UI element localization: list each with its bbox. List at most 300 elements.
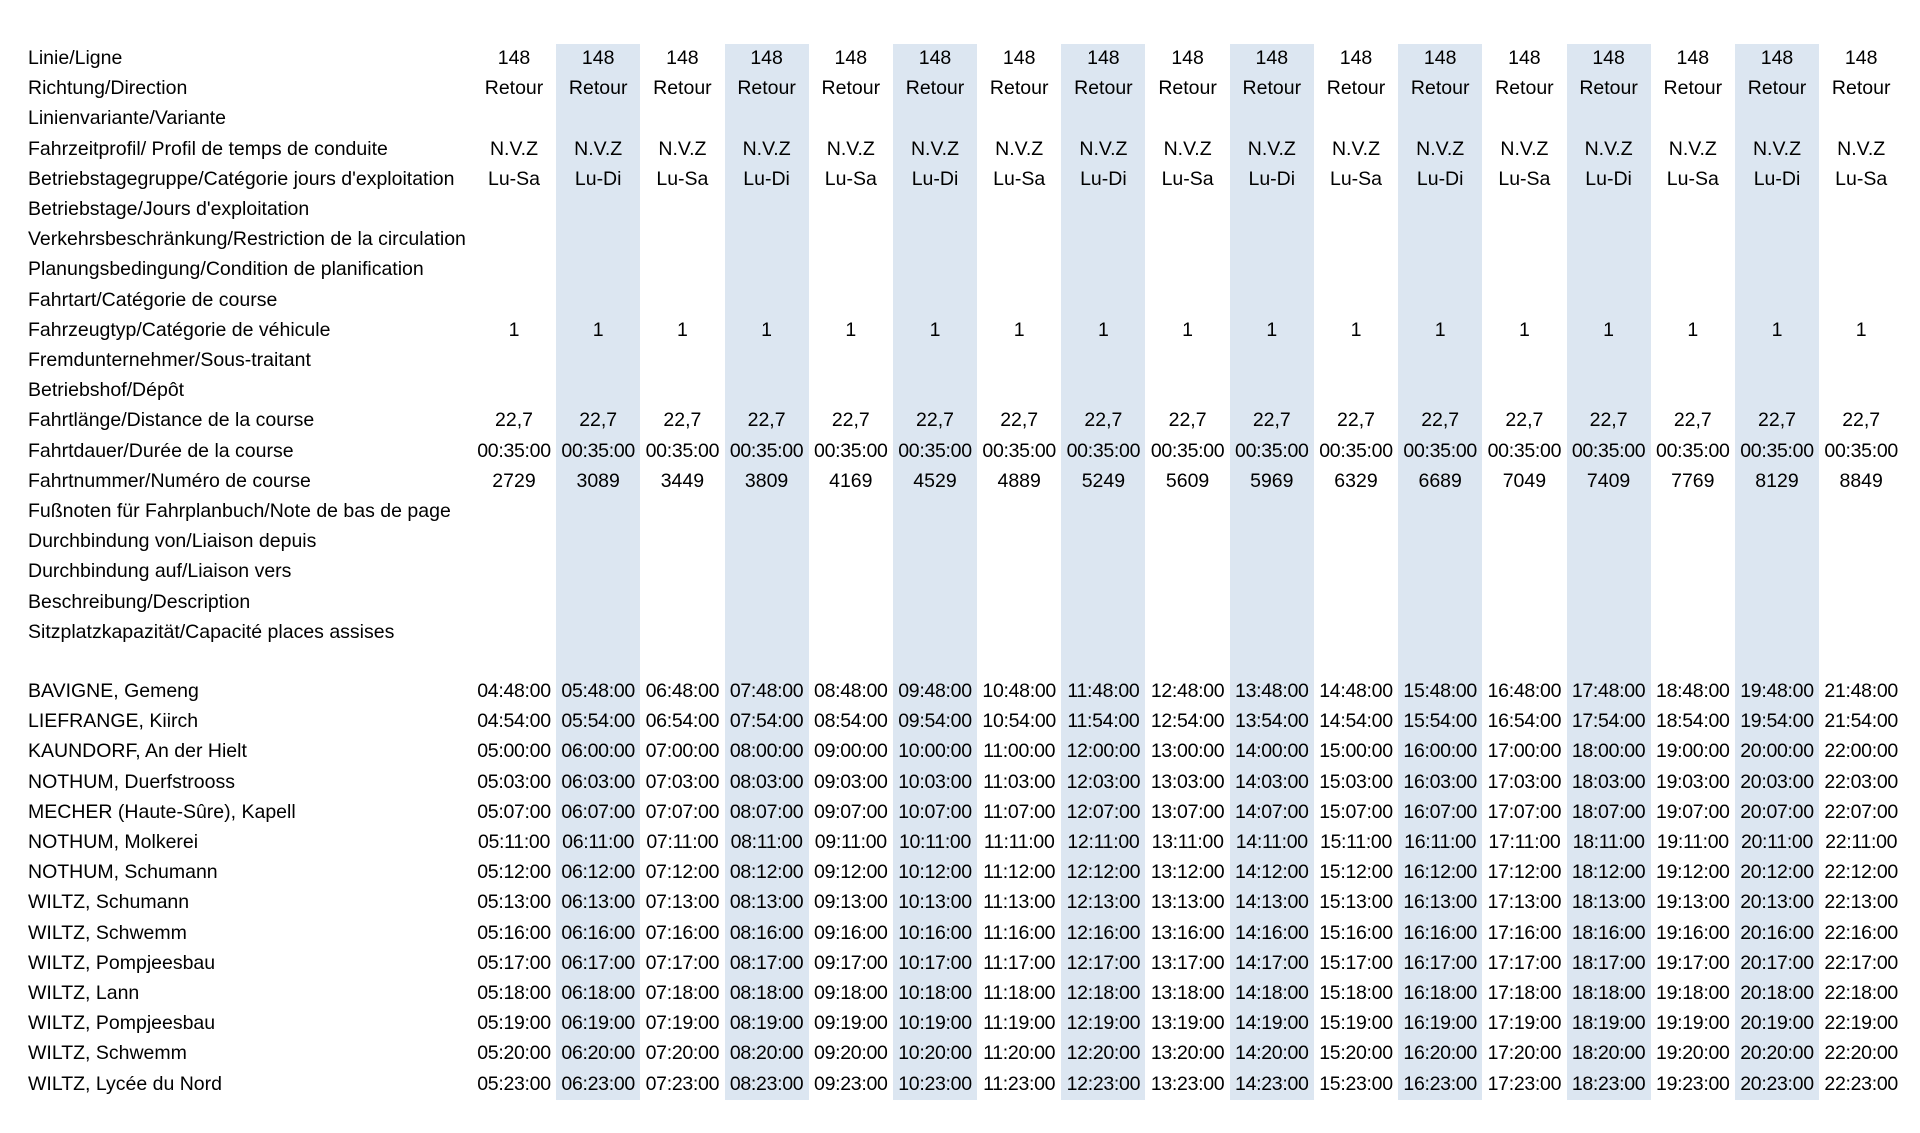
- departure-time: 10:16:00: [898, 921, 972, 944]
- departure-time: 08:07:00: [729, 800, 804, 823]
- trip-duration: 00:35:00: [477, 439, 551, 462]
- departure-time: 16:11:00: [1404, 831, 1477, 853]
- departure-time: 06:19:00: [561, 1012, 635, 1035]
- departure-time: 22:13:00: [1824, 891, 1898, 914]
- departure-time: 06:12:00: [561, 861, 635, 884]
- departure-time: 19:19:00: [1656, 1012, 1730, 1035]
- departure-time: 19:16:00: [1656, 921, 1730, 944]
- departure-time: 11:23:00: [983, 1072, 1056, 1095]
- timing-profile: N.V.Z: [1416, 137, 1465, 160]
- departure-time: 15:48:00: [1403, 680, 1477, 702]
- departure-time: 18:54:00: [1656, 710, 1730, 733]
- trip-number: 2729: [492, 469, 536, 492]
- departure-time: 22:17:00: [1824, 951, 1898, 974]
- departure-time: 16:03:00: [1403, 770, 1477, 793]
- trip-duration: 00:35:00: [898, 439, 972, 462]
- timing-profile: N.V.Z: [826, 137, 875, 160]
- departure-time: 08:12:00: [729, 861, 804, 884]
- departure-time: 11:00:00: [983, 740, 1056, 763]
- departure-time: 17:23:00: [1487, 1072, 1562, 1095]
- trip-distance: 22,7: [1252, 409, 1291, 432]
- departure-time: 22:20:00: [1824, 1042, 1898, 1065]
- departure-time: 17:12:00: [1487, 861, 1562, 884]
- stop-name: NOTHUM, Duerfstrooss: [28, 770, 235, 793]
- day-group: Lu-Sa: [1498, 167, 1551, 190]
- departure-time: 06:03:00: [561, 770, 635, 793]
- departure-time: 07:54:00: [729, 710, 804, 733]
- departure-time: 14:19:00: [1235, 1012, 1309, 1035]
- departure-time: 09:54:00: [898, 710, 972, 733]
- departure-time: 08:23:00: [729, 1072, 804, 1095]
- departure-time: 16:07:00: [1403, 800, 1477, 823]
- departure-time: 10:07:00: [898, 800, 972, 823]
- departure-time: 16:20:00: [1403, 1042, 1477, 1065]
- departure-time: 17:54:00: [1571, 710, 1646, 733]
- departure-time: 05:13:00: [477, 891, 551, 914]
- departure-time: 14:48:00: [1319, 680, 1393, 702]
- header-row-label: Durchbindung von/Liaison depuis: [28, 530, 317, 553]
- departure-time: 22:11:00: [1825, 831, 1898, 853]
- departure-time: 12:13:00: [1066, 891, 1141, 914]
- departure-time: 12:12:00: [1066, 861, 1141, 884]
- trip-duration: 00:35:00: [729, 439, 804, 462]
- departure-time: 10:11:00: [898, 831, 972, 853]
- direction: Retour: [905, 77, 965, 100]
- stop-name: WILTZ, Pompjeesbau: [28, 951, 216, 974]
- departure-time: 04:54:00: [477, 710, 551, 733]
- departure-time: 05:00:00: [477, 740, 551, 763]
- departure-time: 19:12:00: [1656, 861, 1730, 884]
- departure-time: 15:11:00: [1319, 831, 1393, 853]
- departure-time: 17:00:00: [1487, 740, 1562, 763]
- departure-time: 15:54:00: [1403, 710, 1477, 733]
- trip-number: 8129: [1755, 469, 1799, 492]
- trip-number: 3449: [660, 469, 705, 492]
- trip-duration: 00:35:00: [1150, 439, 1225, 462]
- day-group: Lu-Di: [1585, 167, 1632, 190]
- departure-time: 19:13:00: [1656, 891, 1730, 914]
- departure-time: 13:03:00: [1150, 770, 1225, 793]
- departure-time: 19:20:00: [1656, 1042, 1730, 1065]
- departure-time: 08:54:00: [814, 710, 888, 733]
- departure-time: 18:18:00: [1571, 982, 1646, 1004]
- vehicle-type: 1: [1097, 318, 1109, 341]
- departure-time: 16:48:00: [1487, 680, 1562, 702]
- departure-time: 09:13:00: [814, 891, 888, 914]
- departure-time: 06:54:00: [645, 710, 720, 733]
- departure-time: 07:19:00: [645, 1012, 720, 1035]
- header-row-label: Fußnoten für Fahrplanbuch/Note de bas de page: [28, 500, 451, 522]
- vehicle-type: 1: [929, 318, 941, 341]
- departure-time: 19:11:00: [1656, 831, 1729, 853]
- line-number: 148: [666, 47, 699, 69]
- departure-time: 06:20:00: [561, 1042, 635, 1065]
- departure-time: 11:12:00: [983, 861, 1056, 884]
- day-group: Lu-Sa: [1329, 167, 1383, 190]
- vehicle-type: 1: [676, 318, 688, 341]
- departure-time: 09:12:00: [814, 861, 888, 884]
- timing-profile: N.V.Z: [1163, 137, 1212, 160]
- trip-duration: 00:35:00: [645, 439, 720, 462]
- departure-time: 11:18:00: [983, 982, 1056, 1004]
- vehicle-type: 1: [1855, 318, 1867, 341]
- departure-time: 09:03:00: [814, 770, 888, 793]
- trip-distance: 22,7: [747, 409, 786, 432]
- departure-time: 19:18:00: [1656, 982, 1730, 1004]
- departure-time: 15:13:00: [1319, 891, 1393, 914]
- stop-name: WILTZ, Schumann: [28, 891, 190, 914]
- header-row-label: Betriebstage/Jours d'exploitation: [28, 198, 310, 220]
- header-row-label: Beschreibung/Description: [28, 590, 251, 613]
- departure-time: 07:17:00: [645, 951, 720, 974]
- departure-time: 15:00:00: [1319, 740, 1393, 763]
- direction: Retour: [737, 77, 796, 100]
- departure-time: 14:03:00: [1235, 770, 1309, 793]
- departure-time: 09:11:00: [814, 831, 887, 853]
- departure-time: 13:11:00: [1151, 831, 1224, 853]
- departure-time: 09:23:00: [814, 1072, 888, 1095]
- departure-time: 20:12:00: [1740, 861, 1814, 884]
- departure-time: 14:18:00: [1235, 982, 1309, 1004]
- day-group: Lu-Di: [911, 167, 959, 190]
- departure-time: 12:00:00: [1066, 740, 1141, 763]
- departure-time: 22:23:00: [1824, 1072, 1898, 1095]
- trip-duration: 00:35:00: [814, 439, 888, 462]
- departure-time: 06:23:00: [561, 1072, 635, 1095]
- trip-distance: 22,7: [1084, 409, 1123, 432]
- departure-time: 05:18:00: [477, 982, 551, 1004]
- departure-time: 11:16:00: [983, 921, 1056, 944]
- departure-time: 16:54:00: [1487, 710, 1562, 733]
- header-row-label: Durchbindung auf/Liaison vers: [28, 560, 292, 583]
- timing-profile: N.V.Z: [574, 137, 623, 160]
- departure-time: 11:19:00: [983, 1012, 1056, 1035]
- departure-time: 05:16:00: [477, 921, 551, 944]
- direction: Retour: [1495, 77, 1554, 100]
- trip-duration: 00:35:00: [1656, 439, 1730, 462]
- day-group: Lu-Di: [574, 167, 622, 190]
- line-number: 148: [1002, 47, 1036, 69]
- day-group: Lu-Sa: [487, 167, 541, 190]
- stop-name: WILTZ, Lann: [28, 982, 140, 1004]
- departure-time: 09:19:00: [814, 1012, 888, 1035]
- direction: Retour: [653, 77, 712, 100]
- departure-time: 12:19:00: [1066, 1012, 1141, 1035]
- direction: Retour: [568, 77, 628, 100]
- trip-number: 7409: [1586, 469, 1631, 492]
- trip-number: 5969: [1250, 469, 1294, 492]
- header-row-label: Fahrtlänge/Distance de la course: [28, 409, 315, 432]
- departure-time: 06:18:00: [561, 982, 635, 1004]
- line-number: 148: [581, 47, 615, 69]
- departure-time: 14:11:00: [1235, 831, 1308, 853]
- direction: Retour: [484, 77, 544, 100]
- departure-time: 10:12:00: [898, 861, 972, 884]
- direction: Retour: [989, 77, 1049, 100]
- departure-time: 21:54:00: [1824, 710, 1898, 733]
- trip-duration: 00:35:00: [1571, 439, 1646, 462]
- line-number: 148: [918, 47, 952, 69]
- departure-time: 10:23:00: [898, 1072, 972, 1095]
- departure-time: 10:18:00: [898, 982, 972, 1004]
- trip-number: 6689: [1418, 469, 1462, 492]
- departure-time: 22:18:00: [1824, 982, 1898, 1004]
- departure-time: 07:11:00: [646, 831, 719, 853]
- departure-time: 15:18:00: [1319, 982, 1393, 1004]
- departure-time: 15:19:00: [1319, 1012, 1393, 1035]
- vehicle-type: 1: [845, 318, 857, 341]
- departure-time: 18:16:00: [1571, 921, 1646, 944]
- departure-time: 12:18:00: [1066, 982, 1141, 1004]
- departure-time: 14:12:00: [1235, 861, 1309, 884]
- departure-time: 08:17:00: [729, 951, 804, 974]
- vehicle-type: 1: [592, 318, 604, 341]
- line-number: 148: [1423, 47, 1457, 69]
- departure-time: 13:18:00: [1150, 982, 1225, 1004]
- departure-time: 18:13:00: [1571, 891, 1646, 914]
- timing-profile: N.V.Z: [1584, 137, 1633, 160]
- trip-distance: 22,7: [831, 409, 870, 432]
- trip-distance: 22,7: [916, 409, 954, 432]
- departure-time: 20:07:00: [1740, 800, 1814, 823]
- trip-distance: 22,7: [1673, 409, 1712, 432]
- departure-time: 19:07:00: [1656, 800, 1730, 823]
- departure-time: 06:13:00: [561, 891, 635, 914]
- direction: Retour: [1158, 77, 1217, 100]
- trip-duration: 00:35:00: [1235, 439, 1309, 462]
- departure-time: 22:00:00: [1824, 740, 1898, 763]
- departure-time: 14:20:00: [1235, 1042, 1309, 1065]
- trip-duration: 00:35:00: [1066, 439, 1141, 462]
- departure-time: 11:11:00: [983, 831, 1055, 853]
- trip-number: 7049: [1502, 469, 1547, 492]
- departure-time: 08:13:00: [729, 891, 804, 914]
- departure-time: 04:48:00: [477, 680, 551, 702]
- departure-time: 06:11:00: [562, 831, 635, 853]
- departure-time: 09:18:00: [814, 982, 888, 1004]
- stop-name: WILTZ, Schwemm: [28, 1042, 187, 1065]
- departure-time: 15:03:00: [1319, 770, 1393, 793]
- departure-time: 14:00:00: [1235, 740, 1309, 763]
- departure-time: 19:48:00: [1740, 680, 1814, 702]
- departure-time: 18:00:00: [1571, 740, 1646, 763]
- departure-time: 06:48:00: [645, 680, 720, 702]
- departure-time: 08:48:00: [814, 680, 888, 702]
- day-group: Lu-Sa: [656, 167, 709, 190]
- departure-time: 18:19:00: [1571, 1012, 1646, 1035]
- departure-time: 12:03:00: [1066, 770, 1141, 793]
- day-group: Lu-Sa: [1835, 167, 1888, 190]
- departure-time: 20:00:00: [1740, 740, 1814, 763]
- header-row-label: Fahrzeitprofil/ Profil de temps de conduite: [28, 137, 388, 160]
- departure-time: 10:20:00: [898, 1042, 972, 1065]
- trip-distance: 22,7: [1589, 409, 1628, 432]
- timing-profile: N.V.Z: [742, 137, 791, 160]
- stop-name: NOTHUM, Molkerei: [28, 831, 199, 853]
- departure-time: 17:19:00: [1487, 1012, 1562, 1035]
- departure-time: 22:03:00: [1824, 770, 1898, 793]
- departure-time: 13:48:00: [1235, 680, 1309, 702]
- departure-time: 06:00:00: [561, 740, 635, 763]
- trip-duration: 00:35:00: [561, 439, 635, 462]
- trip-distance: 22,7: [579, 409, 618, 432]
- departure-time: 07:07:00: [645, 800, 720, 823]
- departure-time: 14:23:00: [1235, 1072, 1309, 1095]
- timing-profile: N.V.Z: [1837, 137, 1886, 160]
- day-group: Lu-Di: [1080, 167, 1127, 190]
- vehicle-type: 1: [1266, 318, 1278, 341]
- stop-name: MECHER (Haute-Sûre), Kapell: [28, 800, 296, 823]
- departure-time: 05:07:00: [477, 800, 551, 823]
- departure-time: 15:07:00: [1319, 800, 1393, 823]
- departure-time: 10:19:00: [898, 1012, 972, 1035]
- departure-time: 07:23:00: [645, 1072, 720, 1095]
- stop-name: WILTZ, Lycée du Nord: [28, 1072, 222, 1095]
- line-number: 148: [1508, 47, 1541, 69]
- departure-time: 17:20:00: [1487, 1042, 1562, 1065]
- trip-distance: 22,7: [1000, 409, 1039, 432]
- timing-profile: N.V.Z: [995, 137, 1044, 160]
- departure-time: 22:12:00: [1824, 861, 1898, 884]
- trip-number: 5249: [1081, 469, 1126, 492]
- direction: Retour: [1579, 77, 1638, 100]
- departure-time: 08:19:00: [729, 1012, 804, 1035]
- departure-time: 16:00:00: [1403, 740, 1477, 763]
- trip-distance: 22,7: [1168, 409, 1207, 432]
- departure-time: 18:20:00: [1571, 1042, 1646, 1065]
- departure-time: 12:54:00: [1150, 710, 1225, 733]
- departure-time: 05:19:00: [477, 1012, 551, 1035]
- departure-time: 16:18:00: [1403, 982, 1477, 1004]
- header-row-label: Linienvariante/Variante: [28, 107, 227, 130]
- departure-time: 07:12:00: [645, 861, 720, 884]
- departure-time: 13:19:00: [1150, 1012, 1225, 1035]
- trip-duration: 00:35:00: [1824, 439, 1898, 462]
- trip-number: 4529: [913, 469, 957, 492]
- departure-time: 05:11:00: [477, 831, 551, 853]
- departure-time: 13:17:00: [1150, 951, 1225, 974]
- line-number: 148: [750, 47, 783, 69]
- departure-time: 19:23:00: [1656, 1072, 1730, 1095]
- timing-profile: N.V.Z: [1752, 137, 1802, 160]
- day-group: Lu-Di: [1753, 167, 1801, 190]
- departure-time: 17:03:00: [1487, 770, 1562, 793]
- departure-time: 18:12:00: [1571, 861, 1646, 884]
- timing-profile: N.V.Z: [658, 137, 707, 160]
- departure-time: 18:23:00: [1571, 1072, 1646, 1095]
- departure-time: 16:23:00: [1403, 1072, 1477, 1095]
- departure-time: 17:18:00: [1487, 982, 1562, 1004]
- header-row-label: Fahrtart/Catégorie de course: [28, 288, 278, 311]
- direction: Retour: [1663, 77, 1723, 100]
- line-number: 148: [1676, 47, 1710, 69]
- departure-time: 05:20:00: [477, 1042, 551, 1065]
- departure-time: 17:07:00: [1487, 800, 1562, 823]
- departure-time: 16:17:00: [1403, 951, 1477, 974]
- day-group: Lu-Sa: [824, 167, 877, 190]
- header-row-label: Betriebstagegruppe/Catégorie jours d'exploitation: [28, 167, 455, 190]
- direction: Retour: [1831, 77, 1891, 100]
- trip-number: 4169: [829, 469, 873, 492]
- timing-profile: N.V.Z: [1500, 137, 1549, 160]
- stop-name: NOTHUM, Schumann: [28, 861, 218, 884]
- stop-name: WILTZ, Pompjeesbau: [28, 1012, 216, 1035]
- day-group: Lu-Di: [1248, 167, 1296, 190]
- header-row-label: Fremdunternehmer/Sous-traitant: [28, 349, 311, 371]
- line-number: 148: [497, 47, 531, 69]
- departure-time: 18:17:00: [1571, 951, 1646, 974]
- stop-name: KAUNDORF, An der Hielt: [28, 740, 247, 763]
- trip-distance: 22,7: [1505, 409, 1544, 432]
- vehicle-type: 1: [1687, 318, 1699, 341]
- trip-number: 8849: [1839, 469, 1883, 492]
- header-row-label: Planungsbedingung/Condition de planification: [28, 258, 424, 281]
- day-group: Lu-Di: [1416, 167, 1464, 190]
- departure-time: 20:17:00: [1740, 951, 1814, 974]
- timing-profile: N.V.Z: [910, 137, 960, 160]
- departure-time: 20:23:00: [1740, 1072, 1814, 1095]
- departure-time: 09:48:00: [898, 680, 972, 702]
- departure-time: 08:20:00: [729, 1042, 804, 1065]
- departure-time: 09:17:00: [814, 951, 888, 974]
- header-row-label: Linie/Ligne: [28, 47, 123, 69]
- departure-time: 20:20:00: [1740, 1042, 1814, 1065]
- trip-distance: 22,7: [1337, 409, 1375, 432]
- departure-time: 10:17:00: [898, 951, 972, 974]
- departure-time: 07:16:00: [645, 921, 720, 944]
- departure-time: 06:16:00: [561, 921, 635, 944]
- departure-time: 10:48:00: [982, 680, 1056, 702]
- departure-time: 20:03:00: [1740, 770, 1814, 793]
- departure-time: 07:18:00: [645, 982, 720, 1004]
- departure-time: 14:13:00: [1235, 891, 1309, 914]
- direction: Retour: [1074, 77, 1133, 100]
- departure-time: 22:19:00: [1824, 1012, 1898, 1035]
- departure-time: 16:12:00: [1403, 861, 1477, 884]
- vehicle-type: 1: [1182, 318, 1194, 341]
- departure-time: 05:17:00: [477, 951, 551, 974]
- departure-time: 16:16:00: [1403, 921, 1477, 944]
- timing-profile: N.V.Z: [1247, 137, 1296, 160]
- line-number: 148: [1592, 47, 1625, 69]
- header-row-label: Richtung/Direction: [28, 77, 188, 100]
- trip-duration: 00:35:00: [1319, 439, 1393, 462]
- trip-distance: 22,7: [1758, 409, 1796, 432]
- vehicle-type: 1: [761, 318, 773, 341]
- departure-time: 13:12:00: [1150, 861, 1225, 884]
- trip-number: 5609: [1165, 469, 1210, 492]
- departure-time: 09:16:00: [814, 921, 888, 944]
- day-group: Lu-Sa: [1161, 167, 1214, 190]
- departure-time: 22:16:00: [1824, 921, 1898, 944]
- departure-time: 13:23:00: [1150, 1072, 1225, 1095]
- direction: Retour: [1410, 77, 1470, 100]
- departure-time: 12:20:00: [1066, 1042, 1141, 1065]
- departure-time: 12:23:00: [1066, 1072, 1141, 1095]
- departure-time: 17:16:00: [1487, 921, 1562, 944]
- departure-time: 13:16:00: [1150, 921, 1225, 944]
- departure-time: 18:07:00: [1571, 800, 1646, 823]
- departure-time: 10:00:00: [898, 740, 972, 763]
- departure-time: 21:48:00: [1824, 680, 1898, 702]
- departure-time: 11:07:00: [983, 800, 1056, 823]
- departure-time: 11:54:00: [1067, 710, 1140, 733]
- departure-time: 10:54:00: [982, 710, 1056, 733]
- departure-time: 17:13:00: [1487, 891, 1562, 914]
- timing-profile: N.V.Z: [1331, 137, 1381, 160]
- departure-time: 12:11:00: [1067, 831, 1140, 853]
- trip-distance: 22,7: [1842, 409, 1881, 432]
